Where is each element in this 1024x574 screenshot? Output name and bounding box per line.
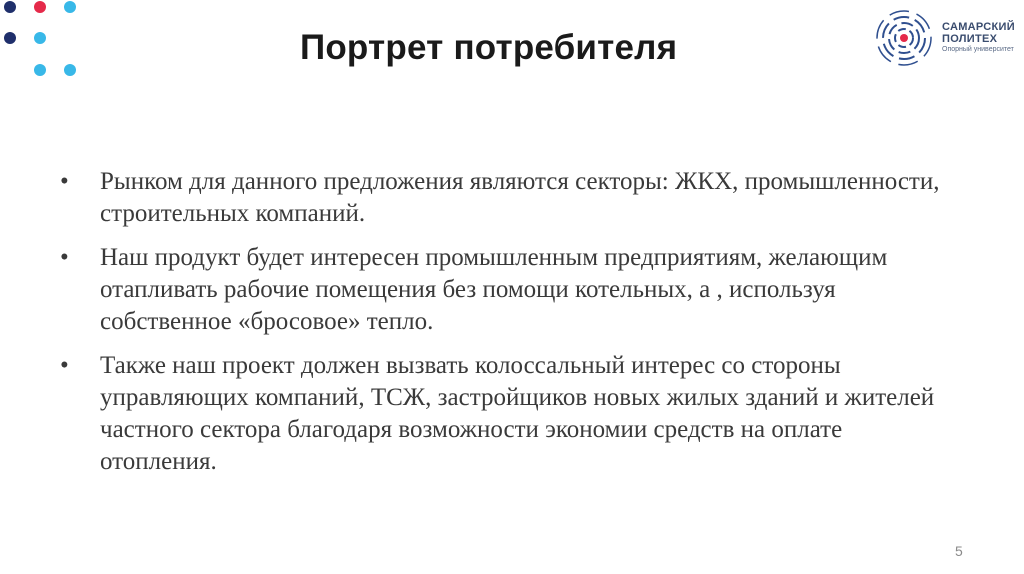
bullet-marker: •: [60, 244, 69, 271]
decorative-dots: [0, 0, 90, 90]
logo-line-1: САМАРСКИЙ: [942, 21, 1015, 33]
dot-cyan: [64, 64, 76, 76]
list-item: [60, 166, 960, 230]
dot-navy: [4, 32, 16, 44]
logo-line-3: Опорный университет: [942, 46, 1014, 53]
dot-navy: [4, 1, 16, 13]
dot-cyan: [34, 64, 46, 76]
list-item: [60, 350, 960, 478]
logo-line-2: ПОЛИТЕХ: [942, 33, 998, 45]
dot-red: [34, 1, 46, 13]
logo-text: [942, 21, 1015, 55]
bullet-list: [60, 166, 960, 490]
page-number: 5: [955, 543, 963, 559]
dot-cyan: [34, 32, 46, 44]
slide-title: Портрет потребителя: [300, 28, 678, 67]
bullet-text: Рынком для данного предложения являются секторы: ЖКХ, промышленности, строительных компаний.: [100, 168, 940, 227]
bullet-text: Также наш проект должен вызвать колоссальный интерес со стороны управляющих компаний, ТСЖ, застройщиков новых жилых зданий и жителей частного сектора благодаря возможности экономии средств на оплате отопления.: [100, 352, 935, 475]
list-item: [60, 242, 960, 338]
bullet-marker: •: [60, 168, 69, 195]
bullet-marker: •: [60, 352, 69, 379]
bullet-text: Наш продукт будет интересен промышленным предприятиям, желающим отапливать рабочие помещения без помощи котельных, а , используя собственное «бросовое» тепло.: [100, 244, 888, 335]
dot-cyan: [64, 1, 76, 13]
